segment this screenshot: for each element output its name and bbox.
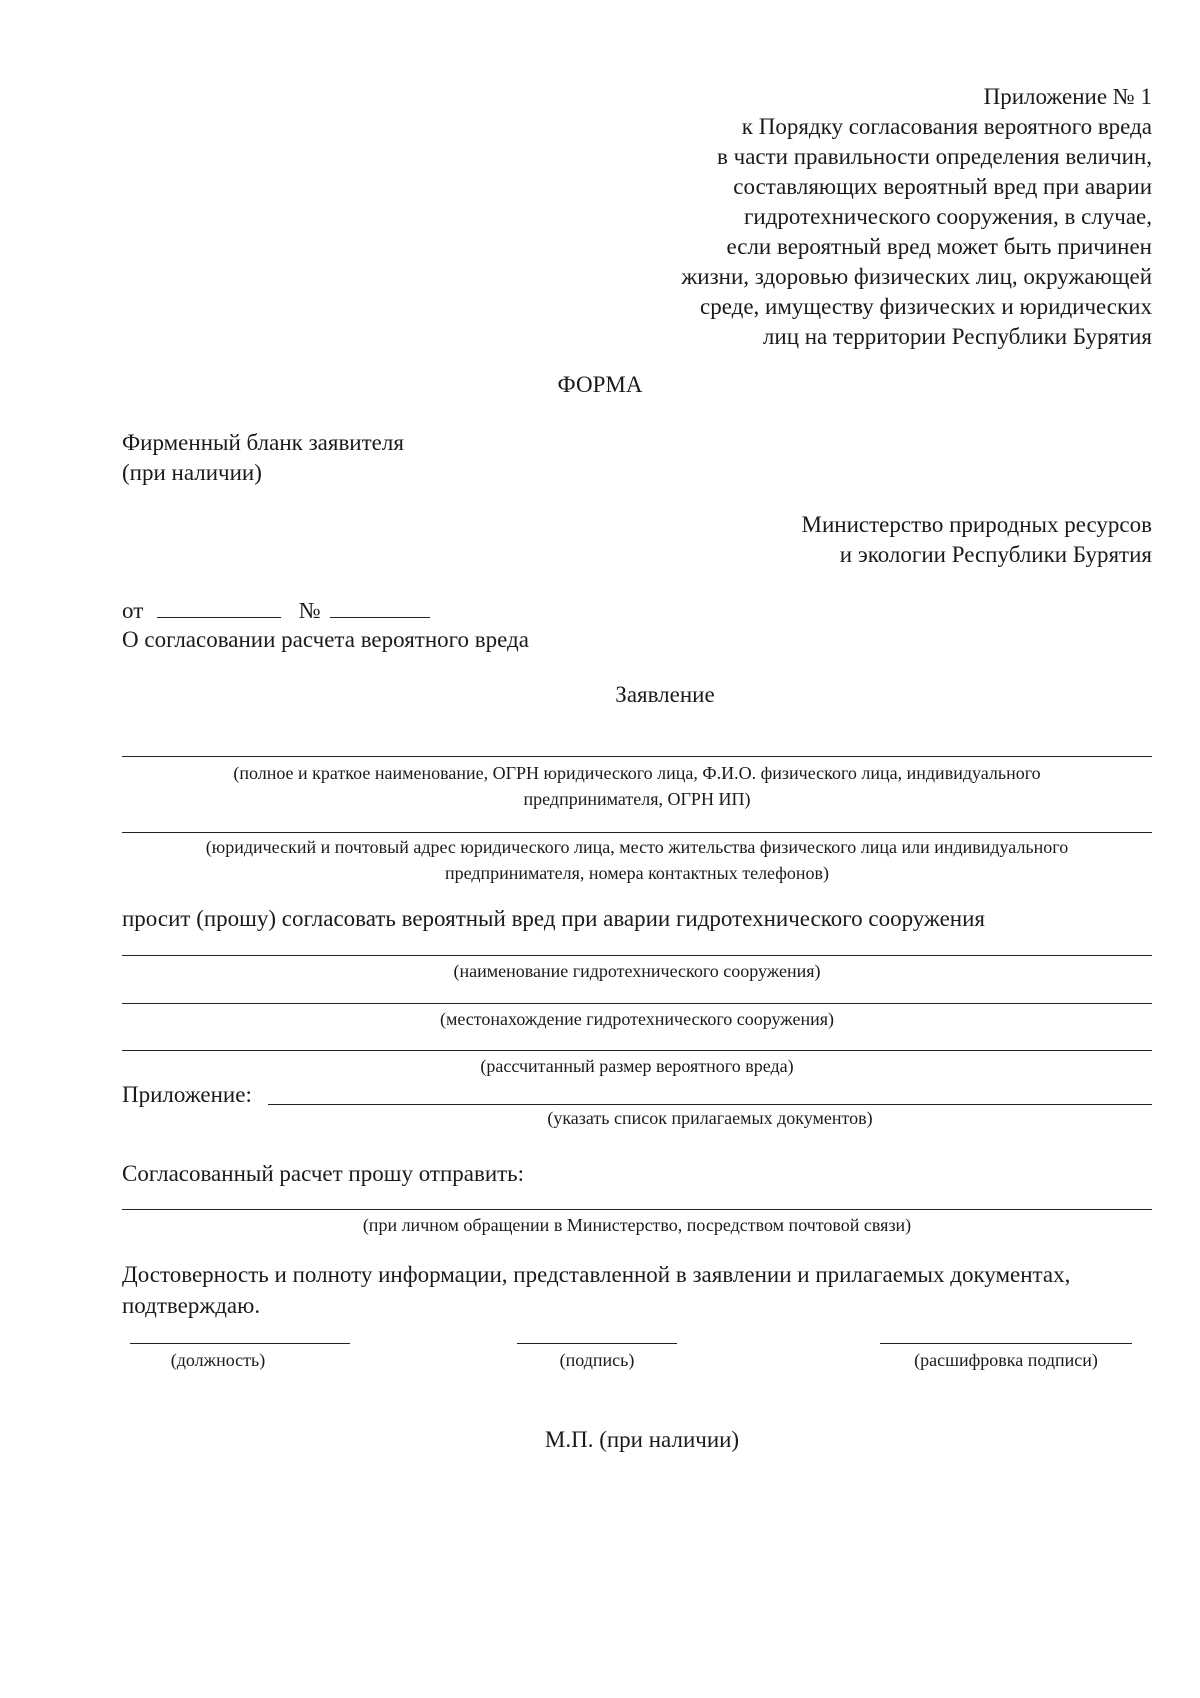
- attachment-label: Приложение:: [122, 1082, 252, 1107]
- appendix-line: если вероятный вред может быть причинен: [726, 234, 1152, 259]
- damage-amount-field[interactable]: [122, 1050, 1152, 1051]
- form-title: ФОРМА: [557, 372, 643, 397]
- statement-title: Заявление: [615, 682, 715, 707]
- signature-decoding-caption: (расшифровка подписи): [914, 1350, 1098, 1370]
- addressee-line1: Министерство природных ресурсов: [801, 512, 1152, 537]
- structure-location-caption: (местонахождение гидротехнического сооружения): [439, 1009, 835, 1029]
- appendix-line: гидротехнического сооружения, в случае,: [743, 204, 1152, 229]
- number-label: №: [298, 598, 321, 623]
- letterhead-line2: (при наличии): [122, 460, 262, 485]
- date-label: от: [122, 598, 144, 623]
- applicant-address-caption: [122, 834, 1152, 886]
- appendix-line: составляющих вероятный вред при аварии: [733, 174, 1152, 199]
- position-caption: (должность): [170, 1350, 266, 1370]
- subject-line: О согласовании расчета вероятного вреда: [122, 627, 529, 652]
- stamp-note: М.П. (при наличии): [544, 1427, 740, 1452]
- letterhead-line1: Фирменный бланк заявителя: [122, 430, 404, 455]
- appendix-line: лиц на территории Республики Бурятия: [762, 324, 1152, 349]
- delivery-caption: (при личном обращении в Министерство, посредством почтовой связи): [362, 1215, 912, 1235]
- addressee-line2: и экологии Республики Бурятия: [839, 542, 1152, 567]
- date-number-row: [122, 598, 430, 624]
- caption-line: (юридический и почтовый адрес юридического лица, место жительства физического лица или индивидуального: [205, 837, 1069, 857]
- delivery-field[interactable]: [122, 1209, 1152, 1210]
- confirmation-line2: подтверждаю.: [122, 1293, 261, 1318]
- signature-caption: (подпись): [559, 1350, 635, 1370]
- appendix-line: жизни, здоровью физических лиц, окружающей: [681, 264, 1152, 289]
- delivery-label: Согласованный расчет прошу отправить:: [122, 1161, 525, 1186]
- caption-line: предпринимателя, номера контактных телефонов): [444, 863, 830, 883]
- caption-line: предпринимателя, ОГРН ИП): [523, 789, 751, 809]
- appendix-line: среде, имуществу физических и юридических: [700, 294, 1152, 319]
- damage-amount-caption: (рассчитанный размер вероятного вреда): [480, 1056, 794, 1076]
- appendix-line: к Порядку согласования вероятного вреда: [741, 114, 1152, 139]
- applicant-address-field[interactable]: [122, 832, 1152, 833]
- confirmation-line1: Достоверность и полноту информации, представленной в заявлении и прилагаемых документах,: [122, 1262, 1071, 1287]
- position-field[interactable]: [130, 1343, 350, 1344]
- appendix-header: [592, 82, 1152, 352]
- caption-line: (полное и краткое наименование, ОГРН юридического лица, Ф.И.О. физического лица, индивидуального: [233, 763, 1041, 783]
- request-text: просит (прошу) согласовать вероятный вред при аварии гидротехнического сооружения: [122, 906, 985, 931]
- applicant-name-caption: [122, 760, 1152, 812]
- number-field[interactable]: [330, 599, 430, 618]
- signature-field[interactable]: [517, 1343, 677, 1344]
- appendix-line: Приложение № 1: [983, 84, 1152, 109]
- attachments-caption: (указать список прилагаемых документов): [547, 1108, 873, 1128]
- appendix-line: в части правильности определения величин,: [717, 144, 1152, 169]
- addressee-block: [692, 510, 1152, 570]
- date-field[interactable]: [157, 599, 281, 618]
- applicant-name-field[interactable]: [122, 756, 1152, 757]
- structure-name-field[interactable]: [122, 955, 1152, 956]
- structure-name-caption: (наименование гидротехнического сооружения): [453, 961, 821, 981]
- signature-decoding-field[interactable]: [880, 1343, 1132, 1344]
- structure-location-field[interactable]: [122, 1003, 1152, 1004]
